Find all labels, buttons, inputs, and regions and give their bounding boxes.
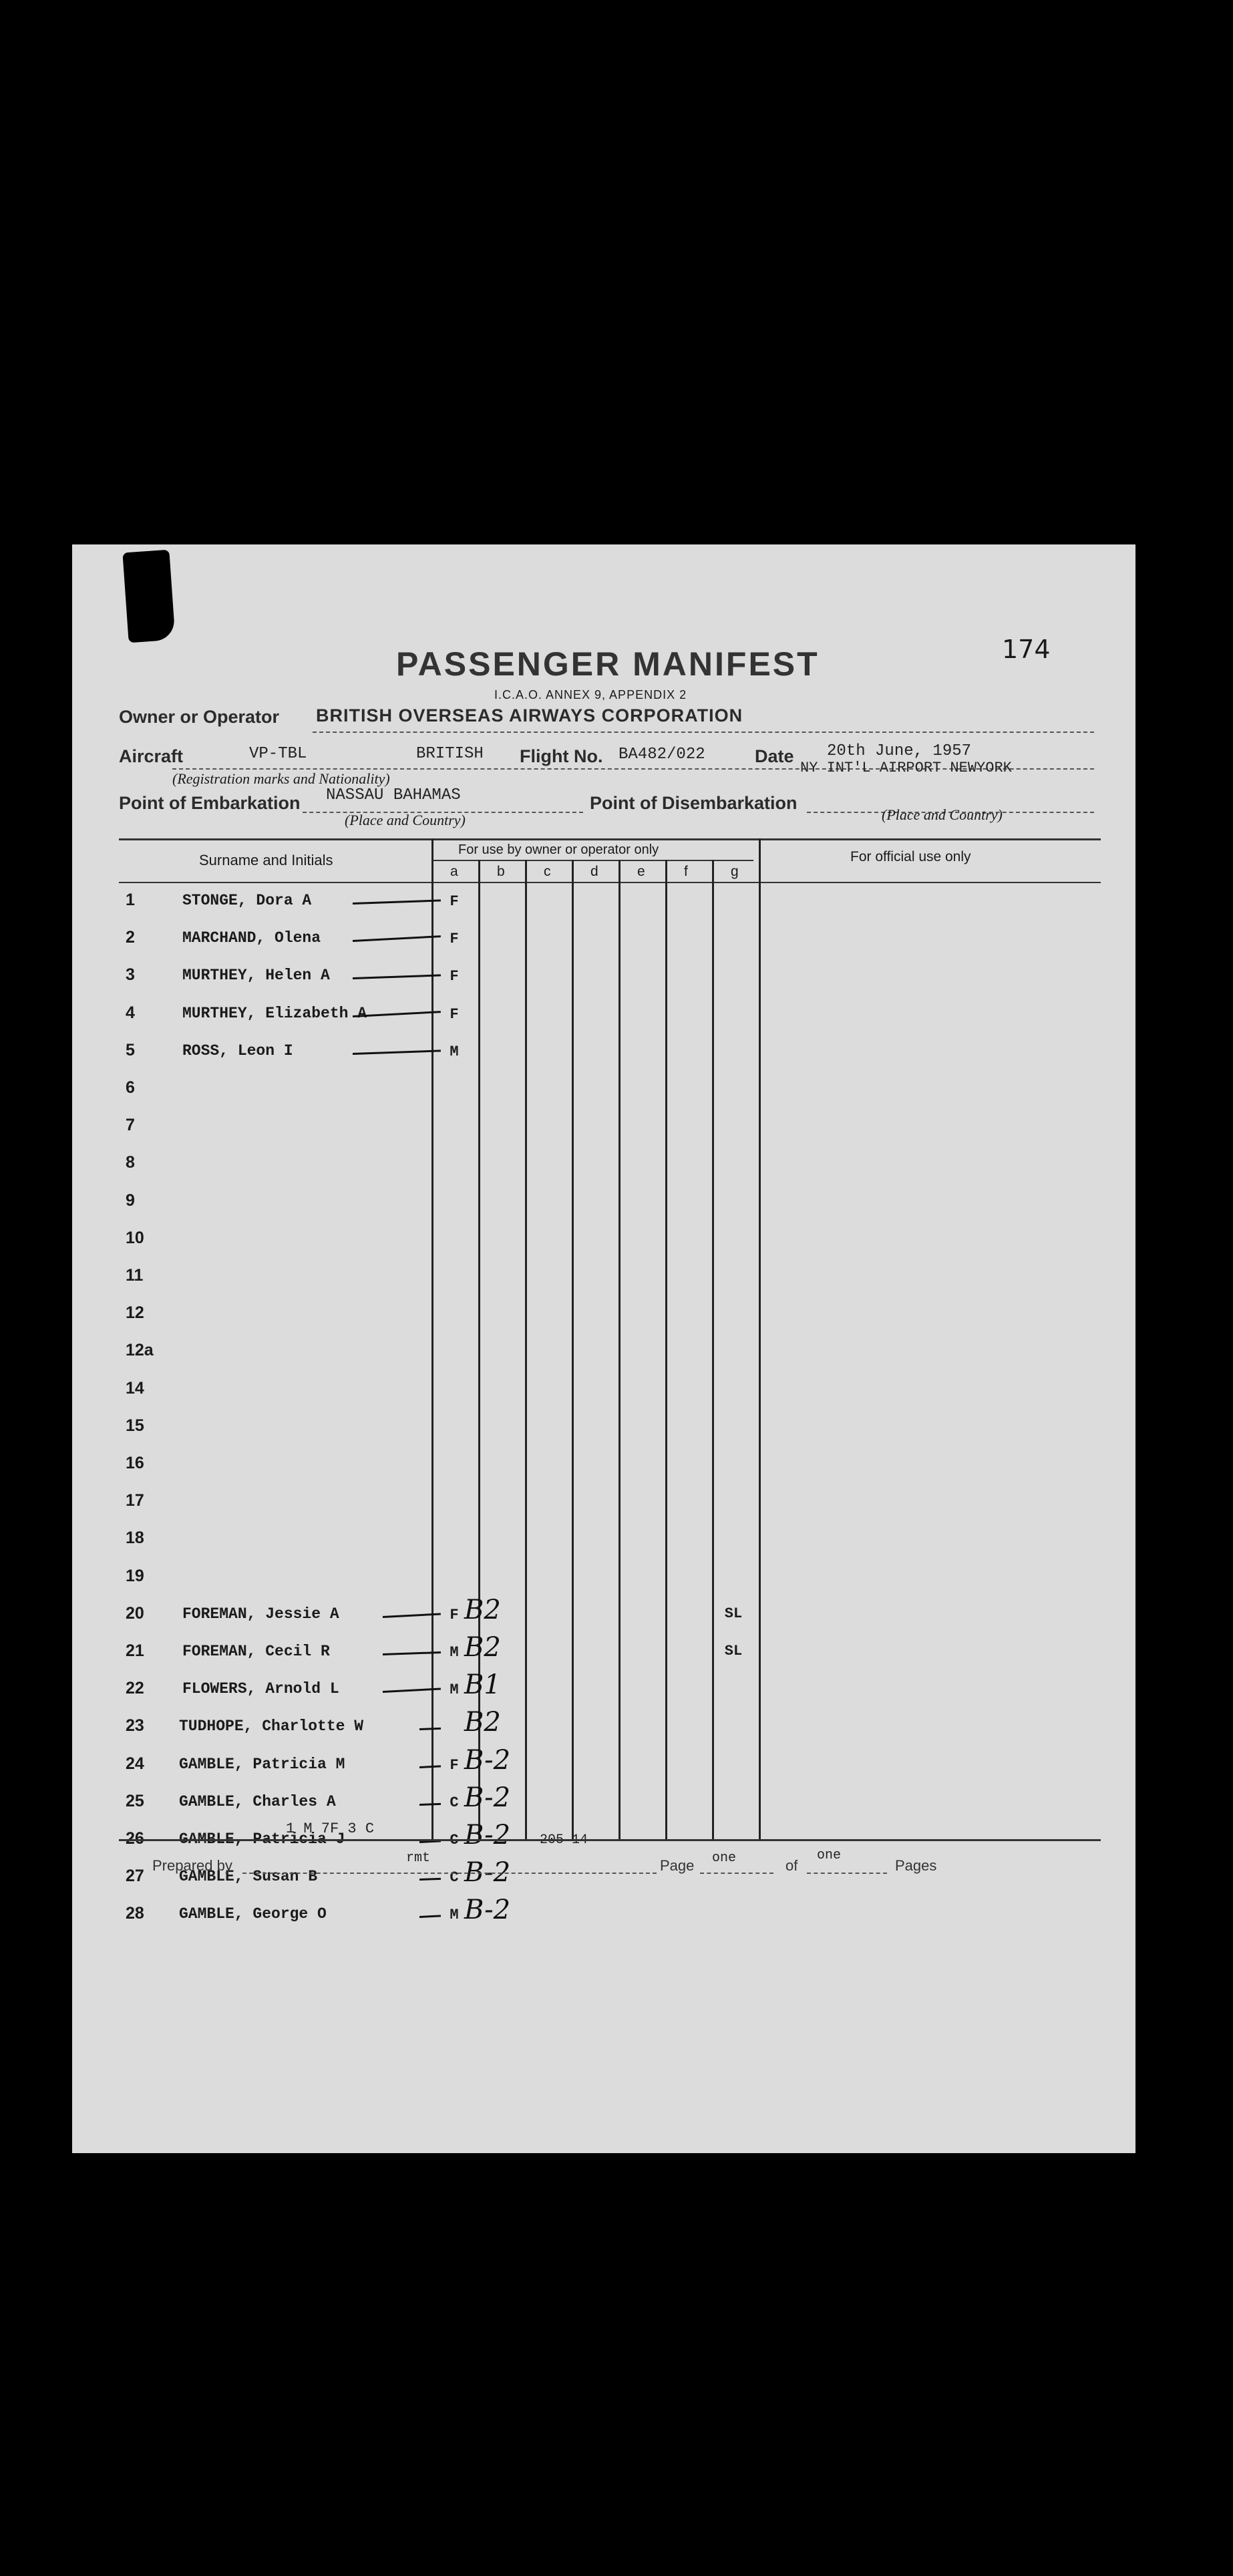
disembark-label: Point of Disembarkation [590, 793, 798, 813]
passenger-name: MURTHEY, Elizabeth A [182, 1005, 367, 1022]
cell-handwritten-code: B-2 [464, 1857, 511, 1888]
subcol-header-f: f [684, 864, 688, 879]
row-number: 6 [126, 1078, 135, 1097]
passenger-name: GAMBLE, Susan B [179, 1868, 318, 1885]
col-surname-header: Surname and Initials [199, 852, 333, 868]
row-number: 5 [126, 1041, 135, 1060]
row-number: 16 [126, 1454, 144, 1472]
row-number: 27 [126, 1867, 144, 1885]
page-label: Page [660, 1857, 695, 1874]
aircraft-label: Aircraft [119, 746, 184, 766]
row-number: 22 [126, 1679, 144, 1698]
document-title: PASSENGER MANIFEST [396, 645, 820, 683]
row-number: 15 [126, 1416, 144, 1435]
row-number: 23 [126, 1716, 144, 1735]
tally-totals-2: 205 14 [540, 1832, 588, 1848]
cell-sex: M [450, 1043, 459, 1060]
passenger-name: MURTHEY, Helen A [182, 967, 330, 984]
cell-handwritten-code: B-2 [464, 1895, 511, 1925]
passenger-name: TUDHOPE, Charlotte W [179, 1718, 364, 1735]
passenger-name: GAMBLE, George O [179, 1905, 327, 1923]
flight-value: BA482/022 [619, 746, 705, 764]
row-number: 14 [126, 1379, 144, 1398]
page-number: 174 [1002, 635, 1051, 664]
row-number: 26 [126, 1829, 144, 1848]
passenger-name: MARCHAND, Olena [182, 929, 321, 947]
cell-g: SL [724, 1605, 743, 1622]
cell-handwritten-code: B1 [464, 1669, 501, 1700]
row-number: 12 [126, 1303, 144, 1322]
cell-handwritten-code: B-2 [464, 1782, 511, 1813]
row-number: 8 [126, 1153, 135, 1172]
tally-totals: 1 M 7F 3 C [286, 1820, 375, 1837]
cell-handwritten-code: B-2 [464, 1745, 511, 1776]
row-number: 25 [126, 1792, 144, 1810]
cell-handwritten-code: B2 [464, 1595, 501, 1625]
cell-sex: C [450, 1869, 459, 1886]
date-label: Date [755, 746, 794, 766]
passenger-name: ROSS, Leon I [182, 1042, 293, 1060]
handwritten-tick-stroke [419, 1803, 441, 1806]
owner-label: Owner or Operator [119, 707, 280, 727]
passenger-name: FOREMAN, Cecil R [182, 1643, 330, 1660]
aircraft-value: VP-TBL [249, 745, 307, 763]
passenger-name: FOREMAN, Jessie A [182, 1605, 339, 1623]
row-number: 3 [126, 965, 135, 984]
cell-g: SL [724, 1643, 743, 1659]
page-value: one [712, 1850, 737, 1866]
pages-label: Pages [895, 1857, 937, 1874]
embark-label: Point of Embarkation [119, 793, 301, 813]
of-value: one [817, 1848, 842, 1863]
cell-handwritten-code: B-2 [464, 1820, 511, 1850]
row-number: 12a [126, 1341, 154, 1359]
handwritten-tick-stroke [419, 1878, 441, 1881]
manifest-sheet [72, 544, 1135, 2153]
cell-sex: F [450, 1757, 459, 1774]
handwritten-tick-stroke [353, 1050, 441, 1055]
passenger-name: STONGE, Dora A [182, 892, 312, 909]
row-number: 11 [126, 1266, 144, 1285]
row-number: 4 [126, 1003, 135, 1022]
handwritten-tick-stroke [353, 935, 441, 942]
row-number: 9 [126, 1191, 135, 1210]
handwritten-tick-stroke [419, 1765, 441, 1768]
cell-sex: M [450, 1644, 459, 1661]
cell-sex: C [450, 1794, 459, 1811]
cell-handwritten-code: B2 [464, 1632, 501, 1663]
of-label: of [785, 1857, 798, 1874]
disembark-value: NY INT'L AIRPORT NEWYORK [800, 760, 1012, 776]
handwritten-tick-stroke [353, 974, 441, 979]
subcol-header-g: g [731, 864, 739, 879]
row-number: 2 [126, 928, 135, 947]
row-number: 7 [126, 1116, 135, 1134]
registration-note: (Registration marks and Nationality) [172, 770, 390, 787]
owner-value: BRITISH OVERSEAS AIRWAYS CORPORATION [316, 705, 743, 726]
col-owner-header: For use by owner or operator only [458, 842, 659, 857]
row-number: 1 [126, 891, 135, 909]
cell-sex: M [450, 1681, 459, 1698]
subcol-header-b: b [497, 864, 505, 879]
date-value: 20th June, 1957 [827, 742, 972, 760]
place-note-disembark: (Place and Country) [882, 806, 1003, 823]
punch-tab-mark [122, 550, 175, 643]
row-number: 18 [126, 1528, 144, 1547]
subcol-header-a: a [450, 864, 458, 879]
passenger-name: GAMBLE, Patricia J [179, 1830, 345, 1848]
col-official-header: For official use only [850, 849, 971, 864]
cell-sex: F [450, 968, 459, 985]
subcol-header-c: c [544, 864, 551, 879]
row-number: 19 [126, 1567, 144, 1585]
embark-value: NASSAU BAHAMAS [326, 786, 461, 804]
row-number: 20 [126, 1604, 144, 1623]
cell-sex: F [450, 1006, 459, 1023]
cell-sex: M [450, 1907, 459, 1923]
handwritten-tick-stroke [353, 899, 441, 905]
flight-label: Flight No. [520, 746, 603, 766]
row-number: 28 [126, 1904, 144, 1923]
nationality-value: BRITISH [416, 745, 484, 763]
passenger-name: FLOWERS, Arnold L [182, 1680, 339, 1698]
cell-sex: F [450, 931, 459, 947]
place-note-embark: (Place and Country) [345, 812, 466, 828]
row-number: 21 [126, 1641, 144, 1660]
handwritten-tick-stroke [419, 1915, 441, 1918]
cell-sex: F [450, 893, 459, 910]
cell-sex: F [450, 1607, 459, 1623]
subcol-header-e: e [637, 864, 645, 879]
passenger-name: GAMBLE, Charles A [179, 1793, 336, 1810]
row-number: 24 [126, 1754, 144, 1773]
prepared-label: Prepared by [152, 1857, 232, 1874]
handwritten-tick-stroke [419, 1728, 441, 1730]
prepared-value: rmt [406, 1850, 431, 1866]
row-number: 17 [126, 1491, 144, 1510]
passenger-name: GAMBLE, Patricia M [179, 1756, 345, 1773]
subcol-header-d: d [590, 864, 598, 879]
cell-sex: C [450, 1832, 459, 1848]
row-number: 10 [126, 1229, 144, 1247]
document-subtitle: I.C.A.O. ANNEX 9, APPENDIX 2 [494, 688, 687, 701]
cell-handwritten-code: B2 [464, 1707, 501, 1738]
